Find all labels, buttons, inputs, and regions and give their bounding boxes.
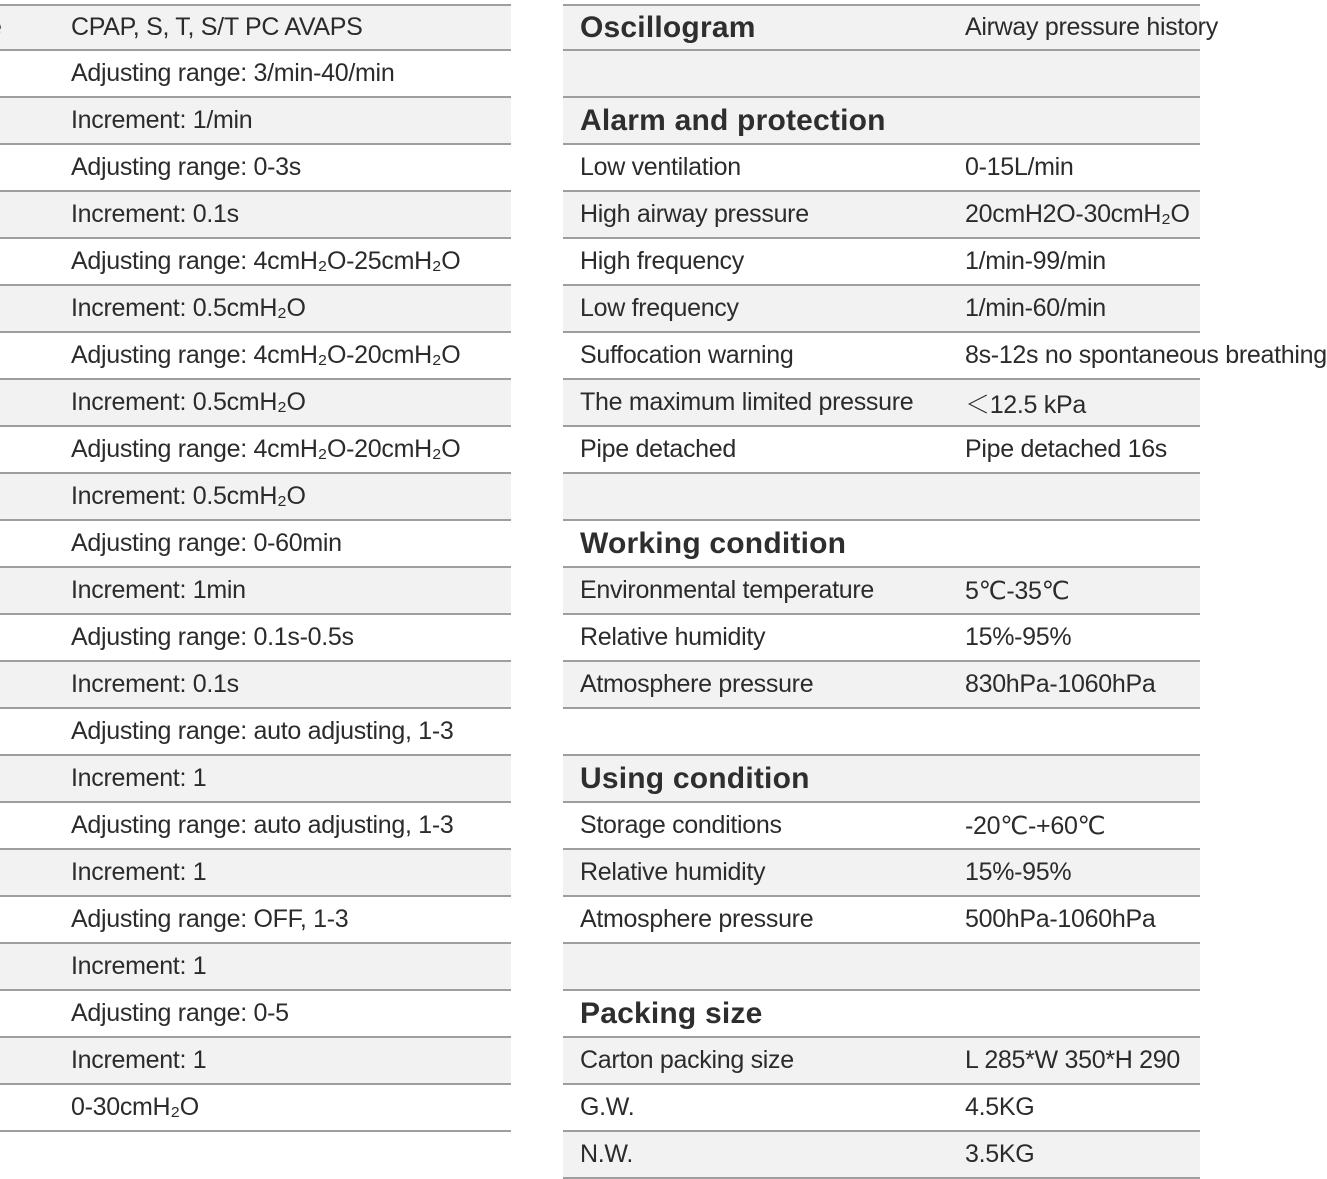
parameter-value-cell: 20cmH2O-30cmH₂O <box>965 200 1190 228</box>
section-title: Using condition <box>580 761 810 795</box>
spacer-row <box>563 709 1200 756</box>
parameter-name-cell <box>0 427 28 472</box>
parameter-value-cell: Adjusting range: 0-3s <box>71 153 301 181</box>
table-row <box>563 1132 1200 1179</box>
table-row <box>0 568 511 615</box>
parameter-name-cell <box>0 145 28 190</box>
parameter-name-cell: Relative humidity <box>580 623 766 651</box>
table-row <box>0 474 511 521</box>
table-row <box>0 1085 511 1132</box>
parameter-value-cell: Increment: 1 <box>71 1046 207 1074</box>
table-row <box>0 145 511 192</box>
left-spec-table <box>0 4 511 1132</box>
table-row <box>0 756 511 803</box>
table-row <box>563 803 1200 850</box>
parameter-value-cell: Increment: 0.5cmH₂O <box>71 482 306 510</box>
parameter-value-cell: 5℃-35℃ <box>965 576 1070 605</box>
table-row <box>0 991 511 1038</box>
parameter-name-cell <box>0 615 28 660</box>
parameter-value-cell: 4.5KG <box>965 1093 1035 1121</box>
parameter-value-cell: Increment: 0.5cmH₂O <box>71 388 306 416</box>
parameter-name-cell <box>0 756 28 801</box>
table-row <box>563 662 1200 709</box>
table-row <box>0 521 511 568</box>
parameter-value-cell: Adjusting range: 4cmH₂O-20cmH₂O <box>71 341 461 369</box>
parameter-value-cell: ＜12.5 kPa <box>965 390 1086 419</box>
parameter-value-cell: 15%-95% <box>965 858 1072 886</box>
table-row <box>0 51 511 98</box>
parameter-name-cell: Relative humidity <box>580 858 766 886</box>
table-row <box>563 380 1200 427</box>
parameter-name-cell <box>0 98 28 143</box>
parameter-name-cell: Environmental temperature <box>580 576 875 604</box>
section-title: Working condition <box>580 526 847 560</box>
parameter-value-cell: Increment: 0.5cmH₂O <box>71 294 306 322</box>
parameter-value-cell: Increment: 1min <box>71 576 246 604</box>
parameter-value-cell: Increment: 0.1s <box>71 670 239 698</box>
section-header-row <box>563 4 1218 51</box>
parameter-name-cell: The maximum limited pressure <box>580 388 914 416</box>
table-row <box>563 333 1327 380</box>
parameter-name-cell: G.W. <box>580 1093 635 1121</box>
parameter-name-cell <box>0 1038 28 1083</box>
parameter-name-cell <box>0 51 28 96</box>
table-row <box>0 897 511 944</box>
table-row <box>563 192 1200 239</box>
parameter-value-cell: Increment: 1 <box>71 764 207 792</box>
table-row <box>0 850 511 897</box>
parameter-value-cell: Increment: 1/min <box>71 106 253 134</box>
table-row <box>0 615 511 662</box>
parameter-name-cell <box>0 568 28 613</box>
parameter-value-cell: 1/min-99/min <box>965 247 1106 275</box>
parameter-value-cell: 15%-95% <box>965 623 1072 651</box>
parameter-value-cell: 8s-12s no spontaneous breathing <box>965 341 1327 369</box>
parameter-value-cell: CPAP, S, T, S/T PC AVAPS <box>71 13 363 41</box>
spacer-row <box>563 944 1200 991</box>
parameter-name-cell: Atmosphere pressure <box>580 670 814 698</box>
table-row <box>0 709 511 756</box>
table-row <box>0 944 511 991</box>
table-row <box>563 427 1200 474</box>
parameter-value-cell: -20℃-+60℃ <box>965 811 1106 840</box>
right-spec-table <box>563 4 1327 1179</box>
table-row <box>0 427 511 474</box>
table-row <box>0 192 511 239</box>
parameter-name-cell <box>0 239 28 284</box>
parameter-value-cell: L 285*W 350*H 290 <box>965 1046 1180 1074</box>
table-row <box>0 662 511 709</box>
parameter-value-cell: 830hPa-1060hPa <box>965 670 1156 698</box>
parameter-value-cell: Adjusting range: auto adjusting, 1-3 <box>71 717 454 745</box>
parameter-name-cell: Carton packing size <box>580 1046 794 1074</box>
parameter-value-cell: Increment: 1 <box>71 858 207 886</box>
parameter-name-cell <box>0 333 28 378</box>
parameter-name-cell: Atmosphere pressure <box>580 905 814 933</box>
table-row <box>0 803 511 850</box>
section-title: Oscillogram <box>580 10 756 44</box>
table-row <box>563 568 1200 615</box>
spacer-row <box>563 51 1200 98</box>
table-row <box>563 1038 1200 1085</box>
parameter-value-cell: 0-30cmH₂O <box>71 1093 199 1121</box>
parameter-name-cell <box>0 521 28 566</box>
parameter-name-cell <box>0 6 28 49</box>
table-row <box>0 4 511 51</box>
parameter-value-cell: Adjusting range: auto adjusting, 1-3 <box>71 811 454 839</box>
parameter-value-cell: Airway pressure history <box>965 13 1218 41</box>
table-row <box>0 1038 511 1085</box>
parameter-value-cell: Adjusting range: 4cmH₂O-20cmH₂O <box>71 435 461 463</box>
parameter-name-cell <box>0 662 28 707</box>
parameter-name-cell: Suffocation warning <box>580 341 794 369</box>
parameter-value-cell: 1/min-60/min <box>965 294 1106 322</box>
parameter-value-cell: Adjusting range: 0-5 <box>71 999 289 1027</box>
table-row <box>0 380 511 427</box>
section-header-row <box>563 98 1200 145</box>
section-header-row <box>563 991 1200 1038</box>
section-header-row <box>563 756 1200 803</box>
parameter-value-cell: Adjusting range: 0-60min <box>71 529 342 557</box>
parameter-name-cell: Low ventilation <box>580 153 741 181</box>
parameter-value-cell: Adjusting range: OFF, 1-3 <box>71 905 349 933</box>
table-row <box>563 145 1200 192</box>
parameter-name-cell: High frequency <box>580 247 744 275</box>
parameter-name-cell <box>0 850 28 895</box>
parameter-value-cell: 500hPa-1060hPa <box>965 905 1156 933</box>
parameter-name-cell <box>0 380 28 425</box>
table-row <box>563 286 1200 333</box>
parameter-name-cell <box>0 709 28 754</box>
table-row <box>563 239 1200 286</box>
parameter-value-cell: Adjusting range: 0.1s-0.5s <box>71 623 354 651</box>
parameter-value-cell: Adjusting range: 3/min-40/min <box>71 59 395 87</box>
section-title: Packing size <box>580 996 763 1030</box>
parameter-name-cell: N.W. <box>580 1140 633 1168</box>
table-row <box>563 850 1200 897</box>
table-row <box>563 1085 1200 1132</box>
table-row <box>563 615 1200 662</box>
parameter-value-cell: 0-15L/min <box>965 153 1074 181</box>
parameter-name-cell: Pipe detached <box>580 435 736 463</box>
section-header-row <box>563 521 1200 568</box>
parameter-name-cell: High airway pressure <box>580 200 809 228</box>
parameter-name-cell <box>0 286 28 331</box>
parameter-value-cell: Increment: 0.1s <box>71 200 239 228</box>
parameter-value-cell: Pipe detached 16s <box>965 435 1168 463</box>
spacer-row <box>563 474 1200 521</box>
parameter-name-cell <box>0 991 28 1036</box>
parameter-value-cell: Increment: 1 <box>71 952 207 980</box>
parameter-value-cell: Adjusting range: 4cmH₂O-25cmH₂O <box>71 247 461 275</box>
table-row <box>0 333 511 380</box>
parameter-name-cell: Storage conditions <box>580 811 782 839</box>
parameter-name-cell: Low frequency <box>580 294 739 322</box>
table-row <box>0 239 511 286</box>
table-row <box>0 98 511 145</box>
parameter-name-cell <box>0 1085 28 1130</box>
table-row <box>563 897 1200 944</box>
parameter-name-cell <box>0 803 28 848</box>
parameter-name-cell <box>0 474 28 519</box>
table-row <box>0 286 511 333</box>
parameter-name-cell <box>0 897 28 942</box>
parameter-value-cell: 3.5KG <box>965 1140 1035 1168</box>
parameter-name-cell <box>0 192 28 237</box>
parameter-name-cell <box>0 944 28 989</box>
section-title: Alarm and protection <box>580 103 886 137</box>
